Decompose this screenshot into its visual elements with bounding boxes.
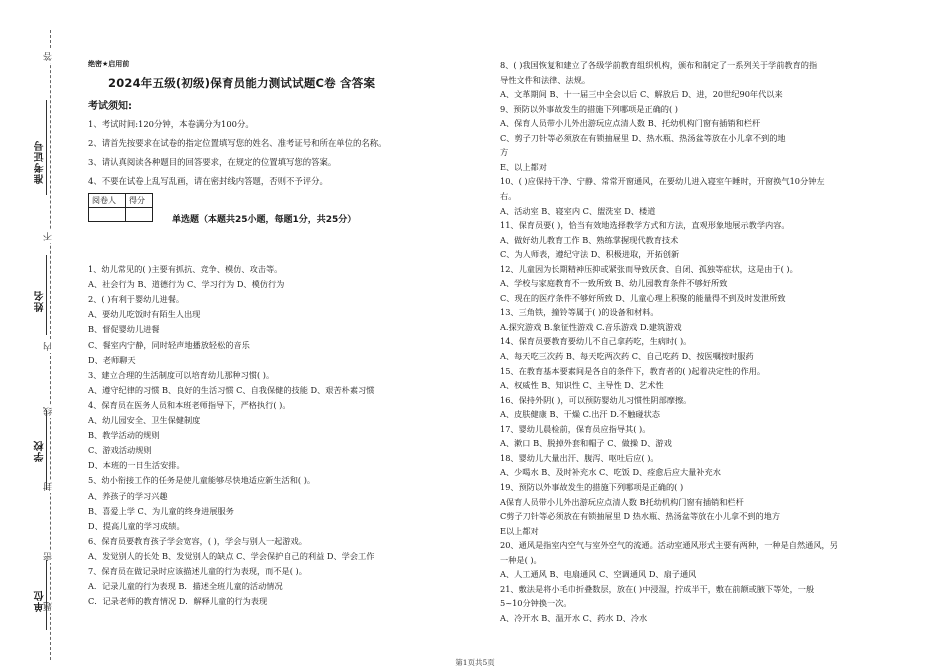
question-line: C、餐室内宁静，同时轻声地播放轻松的音乐 bbox=[88, 339, 250, 350]
score-cell[interactable] bbox=[126, 208, 153, 222]
section-title: 单选题（本题共25小题，每题1分，共25分） bbox=[172, 215, 357, 225]
school-underline[interactable] bbox=[46, 410, 47, 490]
seal-word: 密 bbox=[44, 552, 54, 561]
question-line: C、游戏活动规则 bbox=[88, 445, 152, 456]
exam-number-underline[interactable] bbox=[46, 100, 47, 195]
grader-cell[interactable] bbox=[89, 208, 126, 222]
question-line: 11、保育员要( )，恰当有效地选择教学方式和方法，直观形象地展示教学内容。 bbox=[500, 220, 790, 231]
notice-item: 3、请认真阅读各种题目的回答要求，在规定的位置填写您的答案。 bbox=[88, 157, 337, 167]
secret-label: 绝密★启用前 bbox=[88, 60, 130, 68]
question-line: 8、( )我国恢复和建立了各级学前教育组织机构，颁布和制定了一系列关于学前教育的指 bbox=[500, 60, 818, 70]
question-line: A、遵守纪律的习惯 B、良好的生活习惯 C、自我保健的技能 D、艰苦朴素习惯 bbox=[88, 384, 375, 395]
question-line: 18、婴幼儿大量出汗、腹泻、呕吐后应( )。 bbox=[500, 452, 659, 463]
question-line: E以上都对 bbox=[500, 525, 539, 536]
notice-title: 考试须知: bbox=[88, 101, 132, 112]
seal-word: 答 bbox=[44, 52, 54, 61]
score-header: 得分 bbox=[126, 194, 153, 208]
question-line: 12、儿童因为长期精神压抑或紧张而导致厌食、自闭、孤独等症状，这是由于( )。 bbox=[500, 263, 798, 274]
question-line: A、保育人员带小儿外出游玩应点清人数 B、托幼机构门窗有插销和栏杆 bbox=[500, 118, 761, 129]
question-line: A.探究游戏 B.象征性游戏 C.音乐游戏 D.建筑游戏 bbox=[500, 321, 682, 332]
score-table bbox=[88, 193, 153, 222]
question-line: A、人工通风 B、电扇通风 C、空调通风 D、扇子通风 bbox=[500, 569, 697, 580]
name-field-label: 姓名 bbox=[35, 290, 46, 312]
question-line: A、冷开水 B、温开水 C、药水 D、冷水 bbox=[500, 612, 648, 623]
question-line: 5~10分钟换一次。 bbox=[500, 598, 572, 609]
question-line: A、每天吃三次药 B、每天吃两次药 C、自己吃药 D、按医嘱按时服药 bbox=[500, 351, 754, 361]
question-line: 21、敷法是将小毛巾折叠数层，放在( )中浸湿，拧成半干，敷在前额或腋下等处，一般 bbox=[500, 583, 815, 594]
seal-word: 线 bbox=[44, 407, 54, 416]
notice-item: 1、考试时间:120分钟，本卷满分为100分。 bbox=[88, 119, 254, 129]
question-line: 4、保育员在医务人员和本班老师指导下，严格执行( )。 bbox=[88, 399, 291, 410]
question-line: A、养孩子的学习兴趣 bbox=[88, 490, 168, 501]
seal-word: 不 bbox=[44, 232, 54, 241]
question-line: B、教学活动的规则 bbox=[88, 430, 160, 441]
notice-item: 4、不要在试卷上乱写乱画，请在密封线内答题，否则不予评分。 bbox=[88, 176, 328, 186]
question-line: 右。 bbox=[500, 190, 517, 201]
question-line: 1、幼儿常见的( )主要有抓抗、竞争、模仿、攻击等。 bbox=[88, 264, 283, 274]
question-line: 9、预防以外事故发生的措施下列哪项是正确的( ) bbox=[500, 103, 678, 114]
question-line: 导性文件和法律、法规。 bbox=[500, 74, 591, 85]
question-line: E、以上都对 bbox=[500, 161, 547, 172]
school-field-label: 学校 bbox=[35, 440, 46, 462]
question-line: 13、三角铁，撞铃等属于( )的设备和材料。 bbox=[500, 307, 659, 318]
question-line: 17、婴幼儿晨检前，保育员应指导其( )。 bbox=[500, 423, 651, 434]
question-line: A保育人员带小儿外出游玩应点清人数 B托幼机构门窗有插销和栏杆 bbox=[500, 496, 744, 507]
question-line: 3、建立合理的生活制度可以培育幼儿那种习惯( )。 bbox=[88, 369, 275, 380]
seal-word: 内 bbox=[44, 342, 54, 351]
question-line: 5、幼小衔接工作的任务是使儿童能够尽快地适应新生活和( )。 bbox=[88, 475, 316, 486]
question-line: A、社会行为 B、道德行为 C、学习行为 D、模仿行为 bbox=[88, 279, 285, 290]
question-line: 方 bbox=[500, 147, 509, 158]
question-line: A、要幼儿吃饭时有陌生人出现 bbox=[88, 309, 201, 320]
question-line: A．记录儿童的行为表现 B．描述全班儿童的活动情况 bbox=[88, 581, 283, 592]
exam-number-field-label: 准考证号 bbox=[35, 140, 46, 184]
question-line: D、本班的一日生活安排。 bbox=[88, 460, 185, 471]
question-line: D、老师聊天 bbox=[88, 354, 136, 365]
notice-item: 2、请首先按要求在试卷的指定位置填写您的姓名、准考证号和所在单位的名称。 bbox=[88, 138, 387, 148]
question-line: C、现在的医疗条件不够好所致 D、儿童心理上积聚的能量得不到及时发泄所致 bbox=[500, 292, 786, 303]
question-line: 14、保育员要教育要幼儿不自己拿药吃，生病时( )。 bbox=[500, 336, 692, 347]
question-line: 19、预防以外事故发生的措施下列哪项是正确的( ) bbox=[500, 481, 684, 492]
question-line: 15、在教育基本要素间是各自的条件下，教育者的( )起着决定性的作用。 bbox=[500, 365, 766, 376]
page-footer: 第1页共5页 bbox=[455, 658, 495, 667]
question-line: 一种是( )。 bbox=[500, 554, 542, 565]
question-line: C剪子刀针等必须放在有锁抽屉里 D 热水瓶、热汤盆等放在小儿拿不到的地方 bbox=[500, 511, 781, 522]
question-line: C．记录老师的教育情况 D．解释儿童的行为表现 bbox=[88, 596, 268, 607]
question-line: A、活动室 B、寝室内 C、盥洗室 D、楼道 bbox=[500, 205, 656, 216]
page-title: 2024年五级(初级)保育员能力测试试题C卷 含答案 bbox=[108, 76, 376, 90]
question-line: 7、保育员在做记录时应该描述儿童的行为表现，而不是( )。 bbox=[88, 566, 307, 576]
question-line: B、督促婴幼儿进餐 bbox=[88, 324, 160, 335]
name-underline[interactable] bbox=[46, 255, 47, 335]
seal-word: 封 bbox=[44, 482, 54, 491]
question-line: 10、( )应保持干净、宁静、常常开窗通风，在要幼儿进入寝室午睡时，开窗换气10分钟左 bbox=[500, 176, 825, 187]
question-line: B、喜爱上学 C、为儿童的终身进展服务 bbox=[88, 505, 234, 516]
question-line: 2、( )有利于婴幼儿进餐。 bbox=[88, 294, 185, 305]
question-line: 20、通风是指室内空气与室外空气的流通。活动室通风形式主要有两种，一种是自然通风，另 bbox=[500, 540, 838, 551]
question-line: C、剪子刀针等必须放在有锁抽屉里 D、热水瓶、热汤盆等放在小儿拿不到的地 bbox=[500, 132, 786, 143]
question-line: A、权威性 B、知识性 C、主导性 D、艺术性 bbox=[500, 380, 664, 391]
unit-underline[interactable] bbox=[46, 560, 47, 630]
question-line: A、少喝水 B、及时补充水 C、吃饭 D、痊愈后应大量补充水 bbox=[500, 467, 721, 478]
question-line: C、为人师表，遵纪守法 D、积极进取，开拓创新 bbox=[500, 249, 680, 260]
question-line: A、幼儿园安全、卫生保健制度 bbox=[88, 415, 201, 425]
question-line: D、提高儿童的学习成绩。 bbox=[88, 520, 185, 531]
question-line: A、皮肤健康 B、干燥 C.出汗 D.不触碰状态 bbox=[500, 409, 660, 420]
question-line: 16、保持外阴( )，可以预防婴幼儿习惯性阴部摩擦。 bbox=[500, 394, 692, 405]
question-line: A、漱口 B、脱掉外套和帽子 C、做操 D、游戏 bbox=[500, 438, 672, 449]
seal-word: 题 bbox=[44, 602, 54, 611]
question-line: A、文革期间 B、十一届三中全会以后 C、解放后 D、进，20世纪90年代以来 bbox=[500, 89, 783, 100]
unit-field-label: 单位 bbox=[35, 590, 46, 612]
binding-strip bbox=[0, 0, 75, 671]
question-line: A、发觉别人的长处 B、发觉别人的缺点 C、学会保护自己的利益 D、学会工作 bbox=[88, 550, 375, 561]
grader-header: 阅卷人 bbox=[89, 194, 126, 208]
question-line: A、学校与家庭教育不一致所致 B、幼儿园教育条件不够好所致 bbox=[500, 278, 728, 289]
question-line: 6、保育员要教育孩子学会宽容，( )，学会与别人一起游戏。 bbox=[88, 535, 307, 546]
question-line: A、做好幼儿教育工作 B、熟练掌握现代教育技术 bbox=[500, 234, 679, 245]
